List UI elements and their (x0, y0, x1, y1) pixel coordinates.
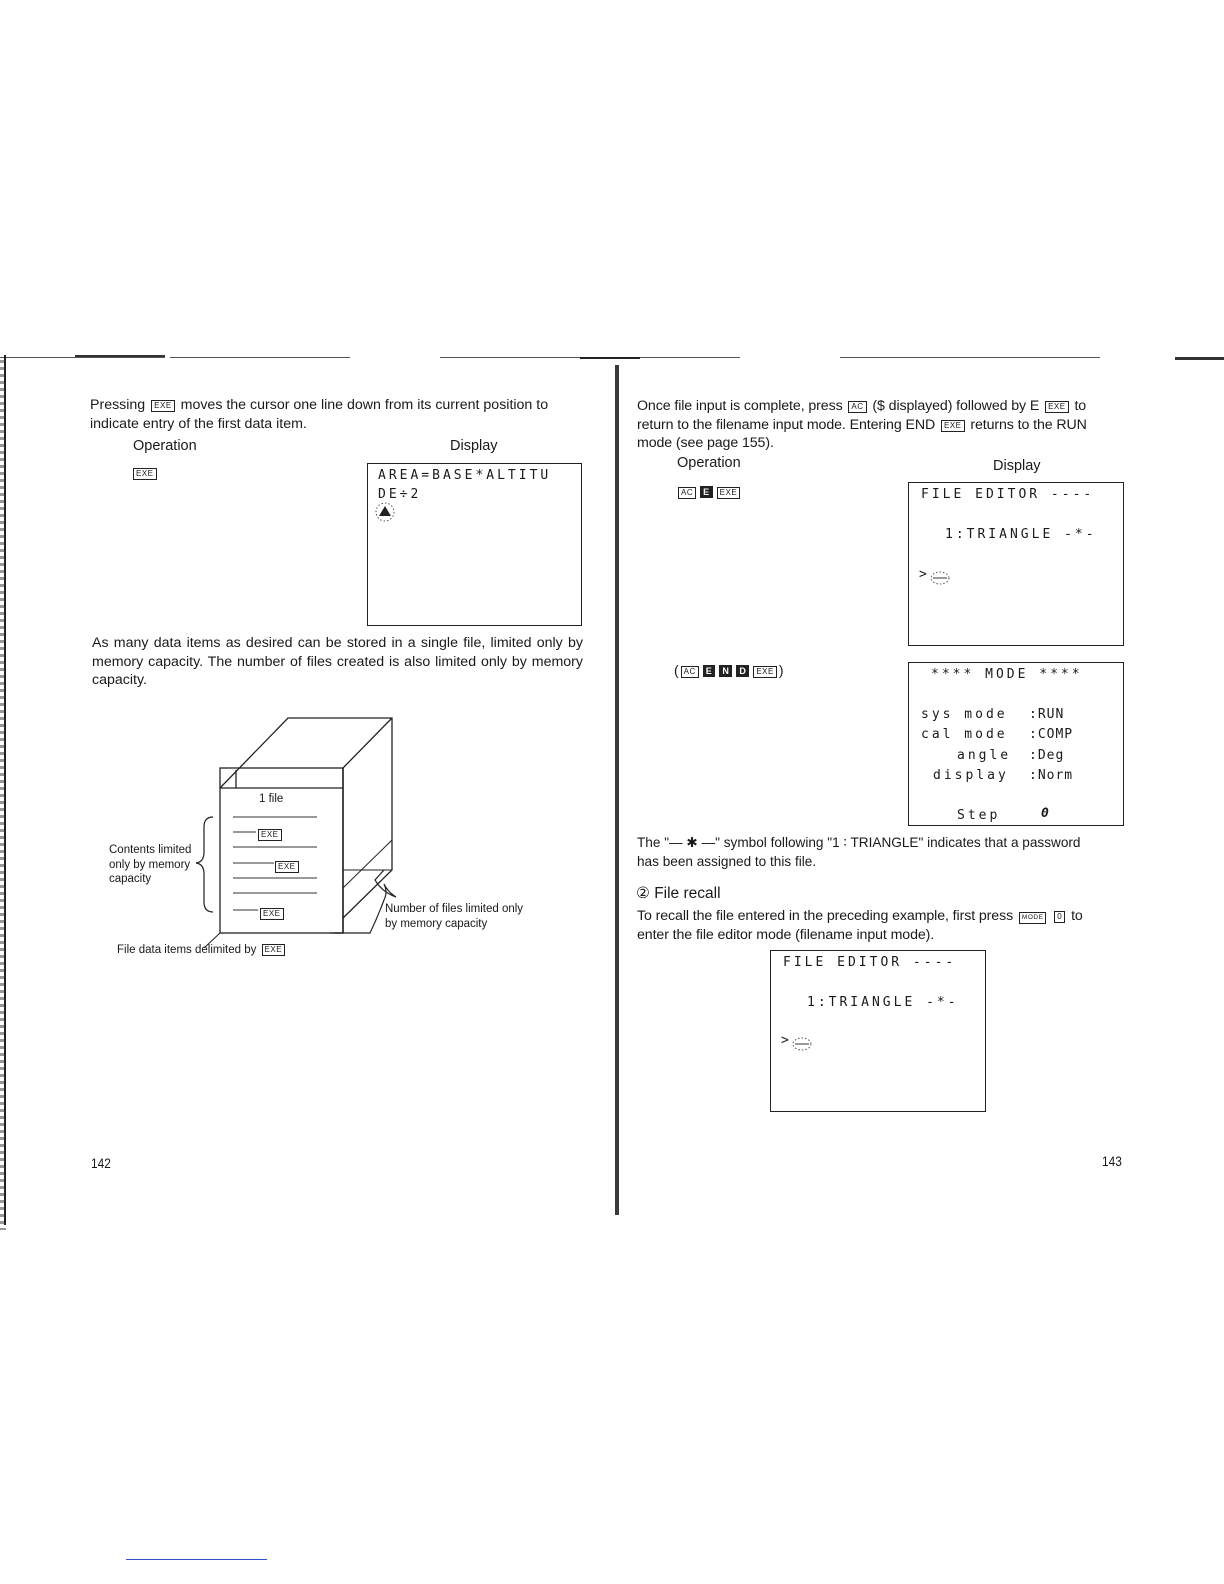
section-title-file-recall: ② File recall (636, 885, 721, 902)
lcd-display (367, 463, 582, 626)
scan-top-rule (75, 355, 165, 357)
scan-top-rule (840, 357, 1100, 358)
bottom-underline (126, 1559, 267, 1560)
lcd-title: FILE EDITOR ---- (783, 955, 957, 970)
blinking-cursor-icon (373, 502, 397, 522)
display-heading: Display (993, 458, 1041, 474)
zero-key-icon: 0 (1054, 911, 1065, 923)
display-heading: Display (450, 438, 498, 454)
operation-keys (131, 464, 159, 482)
operation-2-keys: ( AC E N D EXE ) (674, 662, 784, 678)
scan-top-rule (0, 357, 165, 358)
lcd-label: sys mode (921, 707, 1008, 722)
operation-1-keys (676, 483, 742, 501)
exe-key-icon: EXE (258, 829, 282, 841)
lcd-value: :Norm (1029, 768, 1074, 783)
scan-top-rule (1175, 357, 1224, 360)
operation-heading: Operation (677, 455, 741, 471)
lcd-line: DE÷2 (378, 487, 422, 502)
ac-key-icon: AC (681, 666, 699, 678)
exe-key-icon: EXE (753, 666, 777, 678)
lcd-entry: 1:TRIANGLE -*- (945, 527, 1097, 542)
lcd-value: :COMP (1029, 727, 1074, 742)
diagram-key (258, 904, 286, 922)
recall-paragraph: To recall the file entered in the preceding example, first press MODE 0 to enter the file editor mode (filename input mode). (637, 908, 1083, 943)
lcd-step-value: 0 (1041, 806, 1052, 821)
lcd-label: cal mode (921, 727, 1008, 742)
mode-key-icon: MODE (1019, 912, 1047, 924)
symbol-note: The "— ✱ —" symbol following "1 ∶ TRIANGLE" indicates that a password has been assigned to this file. (637, 835, 1081, 869)
scan-left-edge (4, 355, 6, 1225)
operation-heading: Operation (133, 438, 197, 454)
lcd-prompt: > (781, 1033, 792, 1048)
ac-key-icon: AC (848, 401, 866, 413)
one-file-label: 1 file (259, 793, 284, 805)
exe-key-icon: EXE (941, 420, 965, 432)
lcd-line: AREA=BASE*ALTITU (378, 468, 552, 483)
exe-key-icon: EXE (1045, 401, 1069, 413)
d-key-icon: D (736, 665, 749, 677)
ac-key-icon: AC (678, 487, 696, 499)
lcd-step-label: Step (957, 808, 1001, 823)
lcd-file-editor-recall (770, 950, 986, 1112)
e-key-icon: E (700, 486, 713, 498)
scan-top-rule (580, 357, 640, 359)
diagram-key (273, 857, 301, 875)
left-paragraph: As many data items as desired can be stored in a single file, limited only by memory capacity. The number of files created is also limited only by memory capacity. (92, 635, 583, 688)
e-key-icon: E (703, 665, 716, 677)
blinking-cursor-icon (791, 1035, 813, 1053)
exe-key-icon: EXE (262, 944, 286, 956)
lcd-mode-screen (908, 662, 1124, 826)
lcd-label: angle (957, 748, 1012, 763)
diagram-key (256, 825, 284, 843)
exe-key-icon: EXE (717, 487, 741, 499)
blinking-cursor-icon (929, 569, 951, 587)
page-number-right: 143 (1102, 1153, 1122, 1169)
left-intro: Pressing EXE moves the cursor one line down from its current position to indicate entry of the first data item. (90, 397, 549, 432)
exe-key-icon: EXE (260, 908, 284, 920)
exe-key-icon: EXE (275, 861, 299, 873)
lcd-label: display (933, 768, 1009, 783)
book-spine (615, 365, 619, 1215)
contents-limited-label: Contents limited only by memory capacity (109, 844, 192, 885)
lcd-title: FILE EDITOR ---- (921, 487, 1095, 502)
exe-key-icon: EXE (151, 400, 175, 412)
lcd-title: **** MODE **** (931, 667, 1083, 682)
right-intro: Once file input is complete, press AC ($ displayed) followed by E EXE to return to the filename input mode. Entering END EXE returns to the RUN mode (see page 155). (637, 398, 1087, 451)
lcd-prompt: > (919, 567, 930, 582)
file-storage-diagram (100, 710, 560, 970)
n-key-icon: N (719, 665, 732, 677)
delimited-label: File data items delimited by EXE (117, 943, 287, 958)
lcd-value: :RUN (1029, 707, 1065, 722)
lcd-value: :Deg (1029, 748, 1065, 763)
lcd-file-editor (908, 482, 1124, 646)
files-limited-label: Number of files limited only by memory capacity (385, 903, 524, 930)
exe-key-icon: EXE (133, 468, 157, 480)
lcd-entry: 1:TRIANGLE -*- (807, 995, 959, 1010)
scan-top-rule (170, 357, 350, 358)
page-number-left: 142 (91, 1155, 111, 1171)
